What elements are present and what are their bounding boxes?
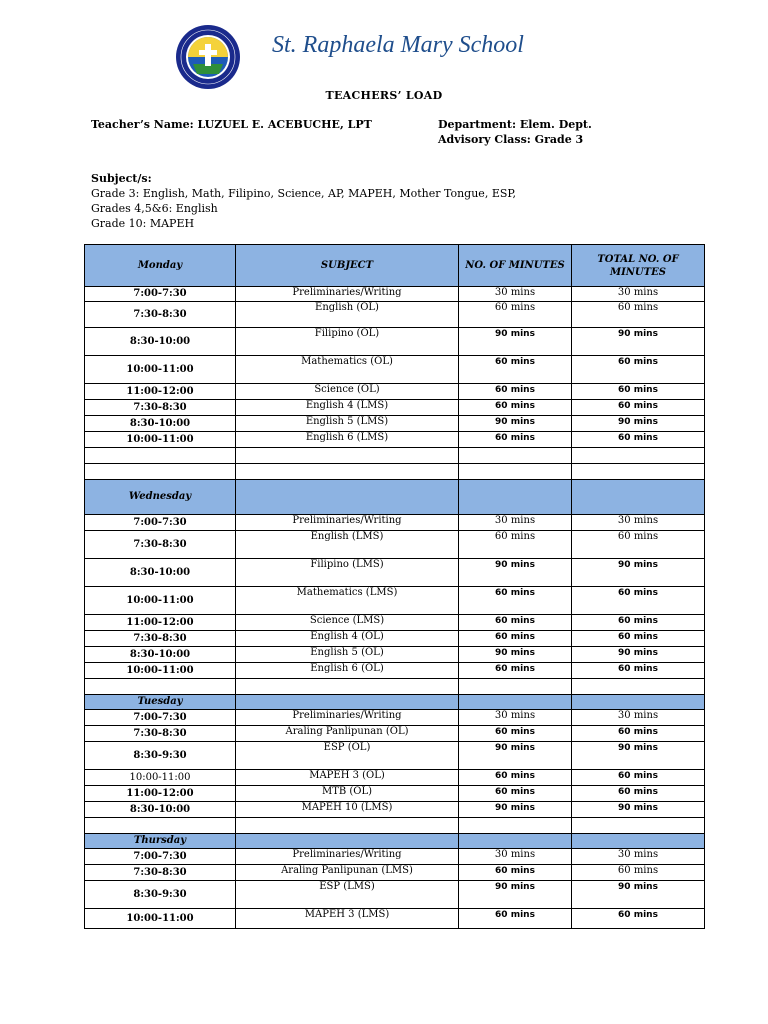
school-name: St. Raphaela Mary School: [272, 32, 524, 58]
total-minutes-cell: 90 mins: [572, 802, 705, 818]
subject-cell: MAPEH 10 (LMS): [236, 802, 459, 818]
time-cell: 10:00-11:00: [85, 909, 236, 929]
total-minutes-cell: 90 mins: [572, 416, 705, 432]
minutes-cell: 60 mins: [459, 384, 572, 400]
total-minutes-cell: 60 mins: [572, 726, 705, 742]
day-header: Wednesday: [85, 480, 236, 515]
total-minutes-cell: 30 mins: [572, 515, 705, 531]
time-cell: 7:00-7:30: [85, 849, 236, 865]
subject-cell: Mathematics (LMS): [236, 587, 459, 615]
time-cell: 8:30-9:30: [85, 881, 236, 909]
table-row: [85, 631, 705, 647]
subject-cell: MAPEH 3 (LMS): [236, 909, 459, 929]
subject-cell: English 4 (OL): [236, 631, 459, 647]
total-minutes-cell: 60 mins: [572, 663, 705, 679]
subject-cell: English 5 (OL): [236, 647, 459, 663]
time-cell: 10:00-11:00: [85, 432, 236, 448]
total-minutes-cell: 60 mins: [572, 615, 705, 631]
time-cell: 7:30-8:30: [85, 302, 236, 328]
subject-cell: Preliminaries/Writing: [236, 515, 459, 531]
day-header: Monday: [85, 245, 236, 287]
table-row: [85, 881, 705, 909]
minutes-cell: 60 mins: [459, 587, 572, 615]
subject-cell: ESP (OL): [236, 742, 459, 770]
table-row: [85, 742, 705, 770]
subject-cell: Araling Panlipunan (LMS): [236, 865, 459, 881]
table-row: [85, 302, 705, 328]
minutes-cell: 60 mins: [459, 770, 572, 786]
minutes-cell: 60 mins: [459, 302, 572, 328]
empty-row: [85, 448, 705, 464]
minutes-cell: 90 mins: [459, 328, 572, 356]
table-row: [85, 531, 705, 559]
table-row: [85, 416, 705, 432]
subject-cell: Filipino (LMS): [236, 559, 459, 587]
time-cell: 7:00-7:30: [85, 515, 236, 531]
minutes-cell: 60 mins: [459, 356, 572, 384]
time-cell: 8:30-10:00: [85, 559, 236, 587]
subject-cell: English 4 (LMS): [236, 400, 459, 416]
minutes-cell: 90 mins: [459, 802, 572, 818]
subject-line: Grade 3: English, Math, Filipino, Science, AP, MAPEH, Mother Tongue, ESP,: [91, 187, 517, 200]
subject-cell: Filipino (OL): [236, 328, 459, 356]
total-minutes-cell: 60 mins: [572, 531, 705, 559]
subject-cell: Science (OL): [236, 384, 459, 400]
table-row: [85, 849, 705, 865]
table-row: [85, 663, 705, 679]
minutes-cell: 90 mins: [459, 416, 572, 432]
total-minutes-cell: 30 mins: [572, 287, 705, 302]
time-cell: 10:00-11:00: [85, 587, 236, 615]
time-cell: 11:00-12:00: [85, 786, 236, 802]
column-header-minutes: NO. OF MINUTES: [459, 245, 572, 287]
subject-cell: Science (LMS): [236, 615, 459, 631]
time-cell: 8:30-10:00: [85, 647, 236, 663]
subject-line: Grades 4,5&6: English: [91, 202, 218, 215]
time-cell: 8:30-9:30: [85, 742, 236, 770]
day-header-row: [85, 480, 705, 515]
time-cell: 7:30-8:30: [85, 865, 236, 881]
column-header-subject: SUBJECT: [236, 245, 459, 287]
time-cell: 10:00-11:00: [85, 356, 236, 384]
minutes-cell: 60 mins: [459, 865, 572, 881]
total-minutes-cell: 60 mins: [572, 631, 705, 647]
minutes-cell: 60 mins: [459, 400, 572, 416]
time-cell: 10:00-11:00: [85, 663, 236, 679]
minutes-cell: 60 mins: [459, 786, 572, 802]
table-row: [85, 432, 705, 448]
time-cell: 8:30-10:00: [85, 328, 236, 356]
minutes-cell: 60 mins: [459, 432, 572, 448]
minutes-cell: 90 mins: [459, 559, 572, 587]
total-minutes-cell: 60 mins: [572, 770, 705, 786]
school-seal-logo: [175, 24, 241, 90]
minutes-cell: 30 mins: [459, 515, 572, 531]
table-row: [85, 770, 705, 786]
day-header: Thursday: [85, 834, 236, 849]
minutes-cell: 30 mins: [459, 849, 572, 865]
minutes-cell: 60 mins: [459, 663, 572, 679]
subject-cell: English 6 (OL): [236, 663, 459, 679]
time-cell: 10:00-11:00: [85, 770, 236, 786]
subject-cell: Mathematics (OL): [236, 356, 459, 384]
total-minutes-cell: 60 mins: [572, 786, 705, 802]
total-minutes-cell: 90 mins: [572, 647, 705, 663]
table-row: [85, 865, 705, 881]
table-row: [85, 710, 705, 726]
empty-row: [85, 679, 705, 695]
minutes-cell: 90 mins: [459, 881, 572, 909]
teachers-load-table: [84, 244, 705, 929]
subject-cell: Preliminaries/Writing: [236, 710, 459, 726]
table-row: [85, 384, 705, 400]
day-header-row: [85, 834, 705, 849]
minutes-cell: 60 mins: [459, 615, 572, 631]
total-minutes-cell: 60 mins: [572, 384, 705, 400]
table-row: [85, 356, 705, 384]
total-minutes-cell: 90 mins: [572, 742, 705, 770]
day-header-row: [85, 695, 705, 710]
minutes-cell: 60 mins: [459, 531, 572, 559]
time-cell: 11:00-12:00: [85, 615, 236, 631]
table-row: [85, 400, 705, 416]
time-cell: 7:30-8:30: [85, 531, 236, 559]
time-cell: 8:30-10:00: [85, 416, 236, 432]
subject-cell: ESP (LMS): [236, 881, 459, 909]
subject-cell: English (LMS): [236, 531, 459, 559]
subject-line: Grade 10: MAPEH: [91, 217, 195, 230]
minutes-cell: 60 mins: [459, 909, 572, 929]
document-title: TEACHERS’ LOAD: [325, 89, 443, 102]
total-minutes-cell: 30 mins: [572, 710, 705, 726]
table-row: [85, 515, 705, 531]
department: Department: Elem. Dept.: [438, 118, 592, 131]
subject-cell: Preliminaries/Writing: [236, 287, 459, 302]
total-minutes-cell: 90 mins: [572, 328, 705, 356]
total-minutes-cell: 60 mins: [572, 302, 705, 328]
minutes-cell: 30 mins: [459, 710, 572, 726]
minutes-cell: 90 mins: [459, 647, 572, 663]
total-minutes-cell: 60 mins: [572, 400, 705, 416]
table-row: [85, 909, 705, 929]
table-row: [85, 786, 705, 802]
minutes-cell: 60 mins: [459, 631, 572, 647]
subject-cell: Preliminaries/Writing: [236, 849, 459, 865]
time-cell: 7:00-7:30: [85, 287, 236, 302]
empty-row: [85, 464, 705, 480]
time-cell: 7:30-8:30: [85, 726, 236, 742]
advisory-class: Advisory Class: Grade 3: [438, 133, 584, 146]
empty-row: [85, 818, 705, 834]
teacher-name: Teacher’s Name: LUZUEL E. ACEBUCHE, LPT: [91, 118, 372, 131]
subject-cell: English 6 (LMS): [236, 432, 459, 448]
subject-cell: English (OL): [236, 302, 459, 328]
total-minutes-cell: 30 mins: [572, 849, 705, 865]
minutes-cell: 30 mins: [459, 287, 572, 302]
subject-cell: MTB (OL): [236, 786, 459, 802]
minutes-cell: 60 mins: [459, 726, 572, 742]
subject-cell: MAPEH 3 (OL): [236, 770, 459, 786]
subjects-heading: Subject/s:: [91, 172, 152, 185]
table-row: [85, 287, 705, 302]
table-header-row: [85, 245, 705, 287]
table-row: [85, 615, 705, 631]
table-row: [85, 802, 705, 818]
day-header: Tuesday: [85, 695, 236, 710]
column-header-total-minutes: TOTAL NO. OF MINUTES: [572, 245, 705, 287]
table-row: [85, 647, 705, 663]
subject-cell: Araling Panlipunan (OL): [236, 726, 459, 742]
table-row: [85, 726, 705, 742]
time-cell: 8:30-10:00: [85, 802, 236, 818]
table-row: [85, 587, 705, 615]
table-row: [85, 559, 705, 587]
minutes-cell: 90 mins: [459, 742, 572, 770]
time-cell: 7:30-8:30: [85, 631, 236, 647]
total-minutes-cell: 60 mins: [572, 356, 705, 384]
table-row: [85, 328, 705, 356]
total-minutes-cell: 60 mins: [572, 432, 705, 448]
total-minutes-cell: 60 mins: [572, 587, 705, 615]
subject-cell: English 5 (LMS): [236, 416, 459, 432]
total-minutes-cell: 60 mins: [572, 865, 705, 881]
time-cell: 11:00-12:00: [85, 384, 236, 400]
total-minutes-cell: 90 mins: [572, 559, 705, 587]
time-cell: 7:00-7:30: [85, 710, 236, 726]
total-minutes-cell: 90 mins: [572, 881, 705, 909]
total-minutes-cell: 60 mins: [572, 909, 705, 929]
time-cell: 7:30-8:30: [85, 400, 236, 416]
